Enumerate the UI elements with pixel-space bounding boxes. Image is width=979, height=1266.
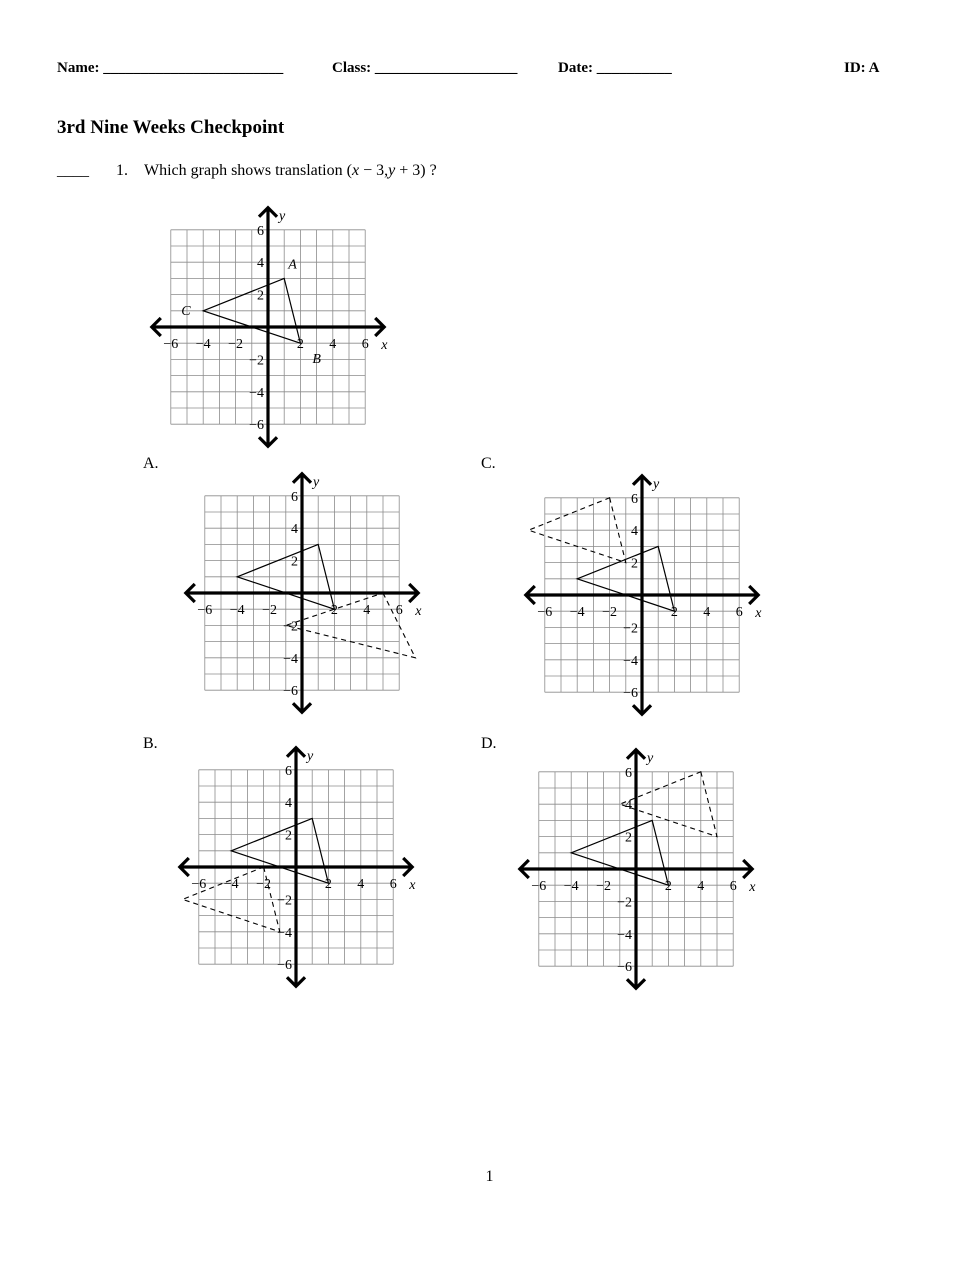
x-tick-label: −6 (191, 877, 207, 892)
graph-option-d (506, 739, 766, 999)
y-tick-label: −4 (617, 927, 632, 943)
y-tick-label: 2 (631, 556, 638, 572)
date-field (558, 60, 672, 77)
id-label: ID: (844, 60, 866, 76)
page-title: 3rd Nine Weeks Checkpoint (57, 117, 285, 138)
y-tick-label: −2 (277, 893, 292, 909)
y-tick-label: −4 (277, 925, 292, 941)
x-tick-label: 6 (735, 605, 743, 620)
x-axis-label: x (381, 338, 388, 353)
graph-option-c (512, 465, 772, 725)
x-tick-label: −4 (195, 337, 211, 352)
y-tick-label: −2 (623, 621, 638, 637)
x-axis-label: x (749, 880, 756, 895)
option-label-b[interactable]: B. (143, 735, 158, 752)
name-label: Name: (57, 60, 100, 76)
x-tick-label: −2 (262, 603, 278, 618)
y-tick-label: −6 (277, 958, 292, 974)
x-tick-label: 6 (395, 603, 403, 618)
x-tick-label: 2 (664, 879, 672, 894)
y-tick-label: 2 (625, 830, 632, 846)
x-tick-label: −4 (223, 877, 239, 892)
x-axis-label: x (409, 878, 416, 893)
y-tick-label: −2 (283, 619, 298, 635)
y-tick-label: 4 (631, 524, 638, 540)
x-tick-label: 2 (324, 877, 332, 892)
y-tick-label: −2 (249, 353, 264, 369)
y-tick-label: −6 (283, 684, 298, 700)
graph-option-b (166, 737, 426, 997)
graph-option-a (172, 463, 432, 723)
x-tick-label: −6 (163, 337, 179, 352)
x-tick-label: −2 (602, 605, 618, 620)
option-label-c[interactable]: C. (481, 455, 496, 472)
y-tick-label: 6 (285, 763, 292, 779)
y-tick-label: 4 (285, 796, 292, 812)
option-label-a[interactable]: A. (143, 455, 159, 472)
original-graph (138, 197, 398, 457)
question-mark: ? (429, 162, 437, 179)
page-number: 1 (485, 1168, 494, 1185)
class-label: Class: (332, 60, 372, 76)
x-tick-label: 4 (703, 605, 711, 620)
y-tick-label: 6 (291, 489, 298, 505)
option-label-d[interactable]: D. (481, 735, 497, 752)
x-tick-label: 4 (329, 337, 337, 352)
y-tick-label: −6 (623, 686, 638, 702)
x-tick-label: 2 (296, 337, 304, 352)
x-axis-label: x (415, 604, 422, 619)
date-label: Date: (558, 60, 593, 76)
x-tick-label: −2 (228, 337, 244, 352)
x-tick-label: 4 (363, 603, 371, 618)
question-number: 1. (116, 162, 128, 179)
vertex-label-b: B (312, 352, 321, 368)
x-tick-label: 2 (330, 603, 338, 618)
y-tick-label: 6 (625, 765, 632, 781)
y-axis-label: y (307, 748, 314, 764)
y-axis-label: y (313, 474, 320, 490)
class-blank[interactable]: ___________________ (374, 60, 518, 76)
x-tick-label: 4 (357, 877, 365, 892)
y-tick-label: 2 (257, 288, 264, 304)
y-tick-label: 6 (257, 223, 264, 239)
x-tick-label: −4 (563, 879, 579, 894)
x-tick-label: 6 (729, 879, 737, 894)
y-axis-label: y (279, 208, 286, 224)
y-tick-label: −4 (249, 385, 264, 401)
y-tick-label: −6 (617, 960, 632, 976)
question-text (144, 162, 437, 180)
id-value: A (868, 60, 880, 76)
y-tick-label: −2 (617, 895, 632, 911)
y-tick-label: −4 (283, 651, 298, 667)
x-tick-label: −6 (197, 603, 213, 618)
x-tick-label: −4 (569, 605, 585, 620)
question-prompt: Which graph shows translation (144, 162, 343, 179)
x-tick-label: −6 (537, 605, 553, 620)
y-tick-label: 2 (291, 554, 298, 570)
id-field (844, 60, 879, 77)
class-field (332, 60, 517, 77)
x-tick-label: −2 (256, 877, 272, 892)
x-tick-label: −2 (596, 879, 612, 894)
x-tick-label: 6 (389, 877, 397, 892)
answer-blank[interactable]: ____ (57, 162, 89, 179)
y-tick-label: 4 (625, 798, 632, 814)
y-tick-label: 6 (631, 491, 638, 507)
vertex-label-a: A (288, 257, 297, 273)
y-axis-label: y (653, 476, 660, 492)
x-tick-label: −4 (229, 603, 245, 618)
x-tick-label: 6 (361, 337, 369, 352)
x-tick-label: 4 (697, 879, 705, 894)
y-tick-label: 2 (285, 828, 292, 844)
date-blank[interactable]: __________ (596, 60, 672, 76)
x-tick-label: −6 (531, 879, 547, 894)
y-tick-label: 4 (291, 522, 298, 538)
x-tick-label: 2 (670, 605, 678, 620)
y-tick-label: 4 (257, 256, 264, 272)
translation-expression: (x − 3,y + 3) (346, 162, 426, 179)
y-tick-label: −4 (623, 653, 638, 669)
vertex-label-c: C (181, 303, 191, 319)
name-blank[interactable]: ________________________ (103, 60, 284, 76)
x-axis-label: x (755, 606, 762, 621)
y-tick-label: −6 (249, 418, 264, 434)
name-field (57, 60, 283, 77)
y-axis-label: y (647, 750, 654, 766)
